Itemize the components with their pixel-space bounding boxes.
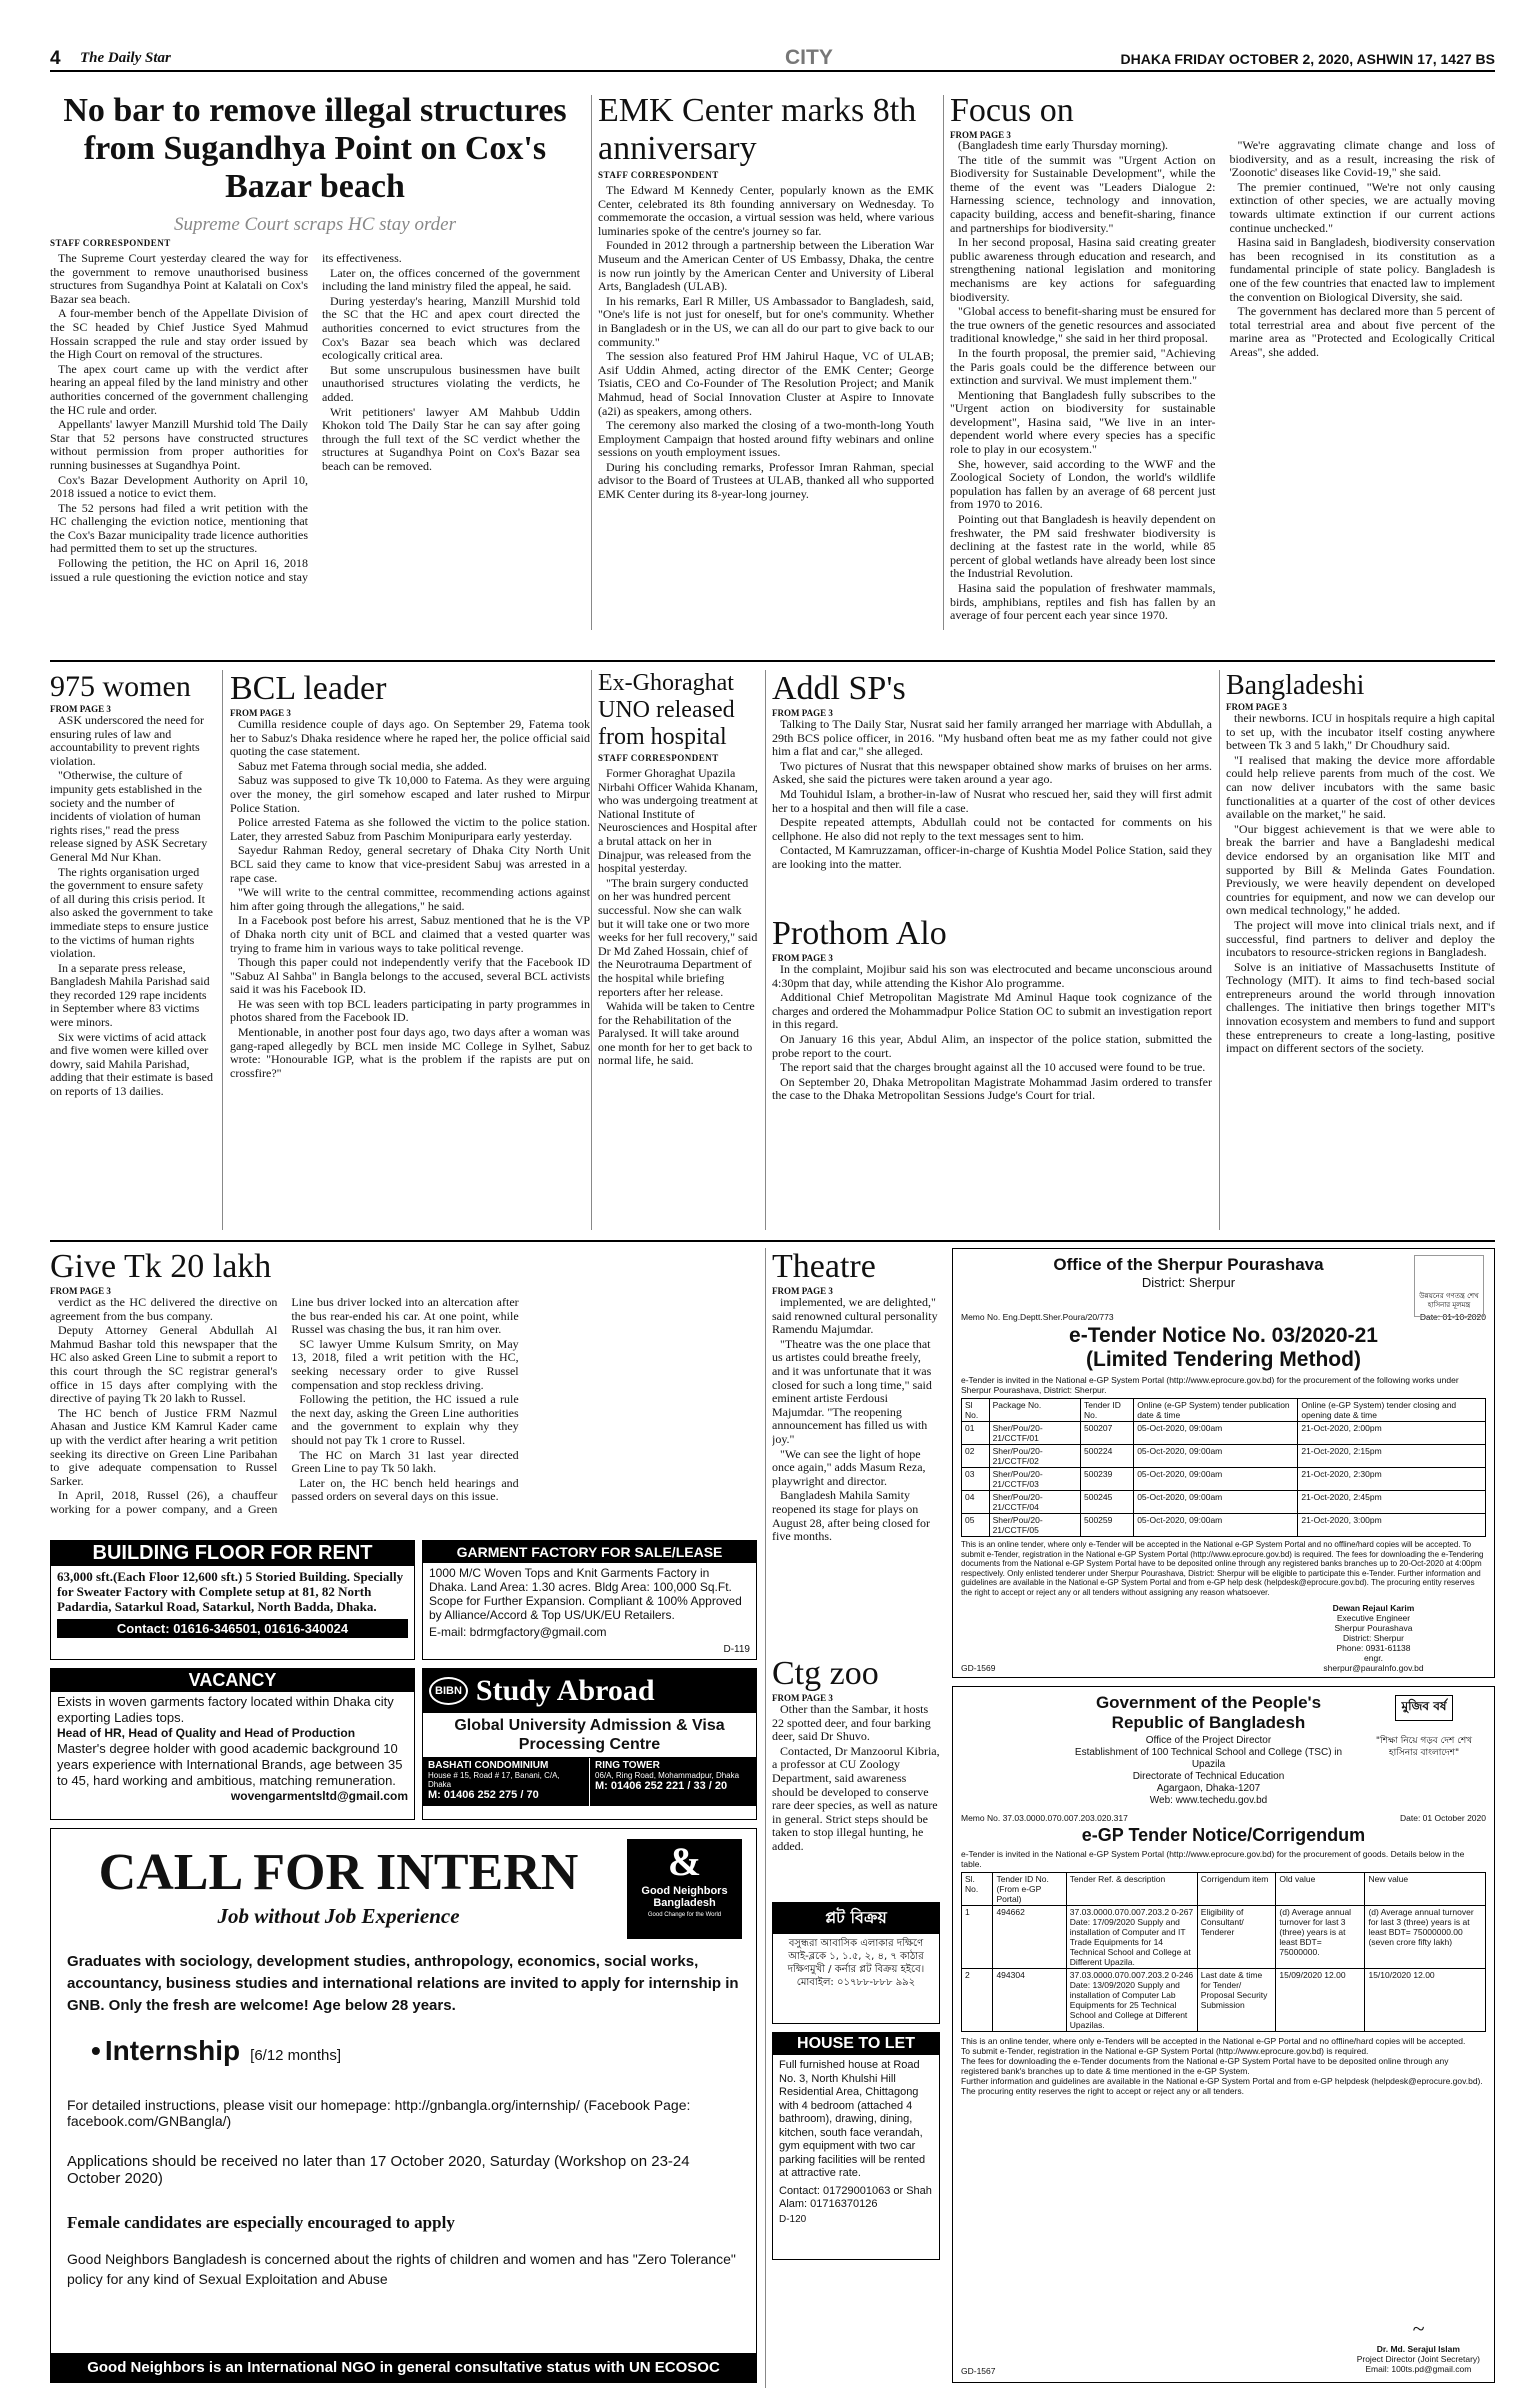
paragraph: implemented, we are delighted," said renowned cultural personality Ramendu Majumdar.	[772, 1295, 938, 1337]
paragraph: The premier continued, "We're not only causing extinction of other species, we are actually moving towards ultimate extinction if our current actions continue unchecked."	[1229, 179, 1495, 235]
tender-title: e-GP Tender Notice/Corrigendum	[1081, 1825, 1366, 1845]
ad-title: BUILDING FLOOR FOR RENT	[51, 1541, 414, 1566]
ad-body: Full furnished house at Road No. 3, North Khulshi Hill Residential Area, Chittagong with 4 bedroom (attached 4 bathroom), drawing, dining, kitchen, south face verandah, gym equipment with two car parking facilities will be rented at attractive rate.	[779, 2059, 926, 2179]
paragraph: The government has declared more than 5 percent of total terrestrial area and about five percent of the marine area as "Protected and Ecologically Critical Areas", she added.	[1229, 304, 1495, 359]
paragraph: Cox's Bazar Development Authority on April 10, 2018 issued a notice to evict them.	[50, 472, 308, 501]
ad-positions: Head of HR, Head of Quality and Head of Production	[57, 1726, 356, 1740]
ad-female: Female candidates are especially encouraged to apply	[67, 2213, 455, 2232]
ad-body: বসুন্ধরা আবাসিক এলাকার দক্ষিণে আই-ব্লকে ১, ১.৫, ২, ৪, ৭ কাঠার দক্ষিণমুখী / কর্নার প্লট বিক্রয় হইবে। মোবাইল: ০১৭৮৮-৮৮৮ ৯৯২	[787, 1938, 925, 1988]
paragraph: verdict as the HC delivered the directive on agreement from the bus company.	[50, 1295, 278, 1323]
paragraph: On January 16 this year, Abdul Alim, an inspector of the police station, submitted the probe report to the court.	[772, 1031, 1212, 1060]
ad-email: E-mail: bdrmgfactory@gmail.com	[429, 1625, 607, 1639]
from-page: FROM PAGE 3	[772, 1286, 833, 1296]
headline: Bangladeshi	[1226, 670, 1365, 701]
ad-code: GD-1567	[961, 2366, 996, 2376]
ad-title: CALL FOR INTERN	[98, 1844, 579, 1901]
headline: Focus on	[950, 92, 1074, 129]
article-body	[598, 767, 758, 1068]
table-cell: 500245	[1080, 1491, 1133, 1514]
paragraph: The ceremony also marked the closing of a two-month-long Youth Employment Campaign that hosted around fifty webinars and online sessions on youth employment issues.	[598, 418, 934, 460]
from-page: FROM PAGE 3	[772, 953, 833, 963]
ad-eligibility: Graduates with sociology, development studies, anthropology, economics, social works, accountancy, business studies and international relations are invited to apply for internship in GNB. Only the fresh are welcome! Age below 28 years.	[67, 1953, 739, 2014]
article-body	[1226, 712, 1495, 1056]
article-body	[50, 1296, 760, 1521]
ad-study-abroad	[422, 1668, 757, 1820]
table-cell: 05-Oct-2020, 09:00am	[1134, 1468, 1298, 1491]
table-row	[962, 1969, 1486, 2032]
paragraph: "Otherwise, the culture of impunity gets established in the society and the number of incidents of violation of human rights rises," read the press release signed by ASK Secretary General Md Nur Khan.	[50, 768, 208, 864]
table-cell: 21-Oct-2020, 2:15pm	[1298, 1445, 1486, 1468]
headline: Addl SP's	[772, 670, 906, 707]
ad-vacancy	[50, 1668, 415, 1820]
paragraph: During yesterday's hearing, Manzill Murshid told the SC that the HC and apex court directed the authorities concerned to evict structures from the Cox's Bazar sea beach which was declared ecologically critical area.	[322, 293, 580, 363]
table-cell: 500259	[1080, 1514, 1133, 1537]
paragraph: Sabuz met Fatema through social media, she added.	[238, 758, 487, 773]
article-prothom-alo	[772, 915, 1212, 1230]
ad-code: D-120	[779, 2213, 807, 2225]
paragraph: Additional Chief Metropolitan Magistrate Md Aminul Haque took cognizance of the charges and ordered the Mohammadpur Police Station OC to submit an investigation report in this regard.	[772, 990, 1212, 1032]
paragraph: Mentioning that Bangladesh fully subscribes to the "Urgent action on biodiversity for sustainable development", Hasina said, "We live in an inter-dependent world where every species has a specific role to play in our ecosystem."	[950, 387, 1216, 457]
paragraph: Deputy Attorney General Abdullah Al Mahmud Bashar told this newspaper that the HC also asked Green Line to submit a report to this court through the SC registrar general's office in 15 days after complying with the directive of paying Tk 20 lakh to Russel.	[50, 1323, 278, 1406]
paragraph: "We will write to the central committee, recommending actions against him after going through the allegations," he said.	[230, 885, 590, 913]
paragraph: (Bangladesh time early Thursday morning).	[958, 138, 1169, 152]
masthead	[50, 48, 1495, 72]
paragraph: "Theatre was the one place that us artistes could breathe freely, and it was unfortunate that it was closed for such a long time," said eminent artiste Ferdousi Majumdar. "The reopening announcement has filled us with joy."	[772, 1336, 932, 1446]
paragraph: SC lawyer Umme Kulsum Smrity, on May 13, 2018, filed a writ petition with the HC, seeking necessary order to give Russel compensation and stop reckless driving.	[291, 1336, 519, 1392]
paragraph: In his remarks, Earl R Miller, US Ambassador to Bangladesh, said, "One's life is not just for oneself, but for one's community. Whether in Bangladesh or in the US, we can all do our part to give back to our community."	[598, 293, 934, 349]
tender-intro: e-Tender is invited in the National e-GP System Portal (http://www.eprocure.gov.bd) for the procurement of goods. Details below in the table.	[961, 1849, 1465, 1869]
from-page: FROM PAGE 3	[50, 1286, 111, 1296]
tender-sherpur	[952, 1248, 1495, 1678]
headline: EMK Center marks 8th anniversary	[598, 92, 917, 167]
ad-internship: • Internship [6/12 months]	[91, 2035, 342, 2066]
divider	[591, 95, 592, 630]
paragraph: Wahida will be taken to Centre for the Rehabilitation of the Paralysed. It will take around one month for her to get back to normal life, he said.	[598, 999, 755, 1068]
ad-title: GARMENT FACTORY FOR SALE/LEASE	[423, 1541, 756, 1563]
paragraph: Talking to The Daily Star, Nusrat said her family arranged her marriage with Abdullah, a 29th BCS police officer, in 2016. "My husband often beat me as my father could not give him a flat and car," she alleged.	[772, 717, 1212, 759]
table-cell: Sher/Pou/20-21/CCTF/01	[989, 1422, 1080, 1445]
headline: No bar to remove illegal structures from Sugandhya Point on Cox's Bazar beach	[63, 92, 567, 205]
divider	[1219, 670, 1220, 1230]
table-row	[962, 1906, 1486, 1969]
from-page: FROM PAGE 3	[50, 704, 111, 714]
paragraph: The project will move into clinical trials next, and if successful, find partners to deliver and deploy the incubators to resource-stricken regions in Bangladesh.	[1226, 917, 1495, 960]
table-row	[962, 1422, 1486, 1445]
tender-table: Sl. No. Tender ID No. (From e-GP Portal) Tender Ref. & description Corrigendum item Old value New value 1 494662 37.03.0000.070.007.203.2 0-267 Date: 17/09/2020 Supply and installation of Computer and IT Trade Equipments for 14 Technical School and College at Different Upazila. Eligibility of Consultant/ Tenderer (d) Average annual turnover for last 3 (three) years is at least BDT= 75000000. (d) Average annual turnover for last 3 (three) years is at least BDT= 75000000.00 (seven crore fifty lakh) 2 494304 37.03.0000.070.007.203.2 0-246 Date: 13/09/2020 Supply and installation of Computer Lab Equipments for 25 Technical School and College at Different Upazilas. Last date & time for Tender/ Proposal Security Submission 15/09/2020 12.00 15/10/2020 12.00	[961, 1872, 1486, 2032]
paragraph: "We can see the light of hope once again," adds Masum Reza, playwright and director.	[772, 1446, 926, 1488]
gnb-logo: & Good Neighbors Bangladesh Good Change for the World	[627, 1839, 742, 1939]
signature-block: ~ Dr. Md. Serajul Islam Project Director (Joint Secretary) Email: 100ts.pd@gmail.com	[1356, 2316, 1480, 2374]
table-cell: Sher/Pou/20-21/CCTF/04	[989, 1491, 1080, 1514]
paragraph: In the fourth proposal, the premier said, "Achieving the Paris goals could be the difference between our extinction and survival. We must implement them."	[950, 345, 1216, 388]
table-cell: 05-Oct-2020, 09:00am	[1134, 1422, 1298, 1445]
paragraph: Though this paper could not independently verify that the Facebook ID "Sabuz Al Sahba" in Bangla belongs to the accused, several BCL activists said it was his Facebook ID.	[230, 955, 590, 997]
divider	[943, 95, 944, 630]
ad-title: HOUSE TO LET	[773, 2033, 939, 2055]
ad-code: GD-1569	[961, 1663, 996, 1673]
divider	[765, 670, 766, 1230]
ad-line: Exists in woven garments factory located within Dhaka city exporting Ladies tops.	[57, 1694, 394, 1725]
office-1: BASHATI CONDOMINIUM House # 15, Road # 17, Banani, C/A, Dhaka M: 01406 252 275 / 70	[423, 1758, 590, 1806]
paragraph: Sayedur Rahman Redoy, general secretary of Dhaka City North Unit BCL said they came to know that vice-president Sabuj was arrested in a rape case.	[230, 843, 590, 885]
paragraph: Solve is an initiative of Massachusetts Institute of Technology (MIT). It aims to find tech-based social entrepreneurs around the world through innovation challenges. The initiative then brings together MIT's innovation ecosystem and members to fund and support these entrepreneurs to create a long-lasting, positive impact on different sectors of the society.	[1226, 959, 1495, 1056]
byline: STAFF CORRESPONDENT	[598, 170, 719, 180]
table-cell: 500207	[1080, 1422, 1133, 1445]
signature-block: Dewan Rejaul Karim Executive Engineer Sherpur Pourashava District: Sherpur Phone: 0931-61138 engr. sherpur@pauralnfo.gov.bd	[1323, 1603, 1424, 1673]
table-cell: Eligibility of Consultant/ Tenderer	[1197, 1906, 1276, 1969]
byline: STAFF CORRESPONDENT	[598, 753, 719, 763]
paragraph: Other than the Sambar, it hosts 22 spotted deer, and four barking deer, said Dr Shuvo.	[772, 1702, 931, 1744]
table-cell: 01	[962, 1422, 990, 1445]
table-cell: 37.03.0000.070.007.203.2 0-246 Date: 13/09/2020 Supply and installation of Computer Lab Equipments for 25 Technical School and College at Different Upazilas.	[1066, 1969, 1197, 2032]
article-give-tk-20-lakh	[50, 1248, 760, 1530]
table-cell: Last date & time for Tender/ Proposal Security Submission	[1197, 1969, 1276, 2032]
ad-call-for-intern	[50, 1828, 757, 2383]
table-cell: 21-Oct-2020, 3:00pm	[1298, 1514, 1486, 1537]
paragraph: "Global access to benefit-sharing must be ensured for the true owners of the genetic resources and associated traditional knowledge," she said in her third proposal.	[950, 304, 1216, 346]
signature-icon: ~	[1412, 2316, 1425, 2341]
paragraph: In a separate press release, Bangladesh Mahila Parishad said they recorded 129 rape incidents in September where 83 victims were minors.	[50, 960, 210, 1030]
table-cell: 2	[962, 1969, 993, 2032]
table-row	[962, 1468, 1486, 1491]
article-body	[50, 714, 215, 1099]
table-cell: 04	[962, 1491, 990, 1514]
table-cell: 05-Oct-2020, 09:00am	[1134, 1445, 1298, 1468]
tender-gov: Government of the People's Republic of Bangladesh	[1095, 1693, 1322, 1732]
ad-body: 63,000 sft.(Each Floor 12,600 sft.) 5 Storied Building. Specially for Sweater Factory with Complete setup at 81, 82 North Padardia, Satarkul Road, Satarkul, North Badda, Dhaka.	[57, 1569, 404, 1614]
tender-intro: e-Tender is invited in the National e-GP System Portal (http://www.eprocure.gov.bd) for the procurement of the following works under Sherpur Pourashava, District: Sherpur.	[961, 1375, 1459, 1395]
page-number: 4	[50, 48, 61, 69]
tender-office: Office of the Sherpur Pourashava	[1053, 1255, 1324, 1274]
paragraph: Writ petitioners' lawyer AM Mahbub Uddin Khokon told The Daily Star he can say after going through the full text of the SC verdict whether the structures at Sugandhya Point on Cox's Bazar sea beach can be removed.	[322, 404, 580, 473]
paragraph: The 52 persons had filed a writ petition with the HC challenging the eviction notice, mentioning that the Cox's Bazar municipality trade licence authorities had permitted them to set up the structures.	[50, 500, 308, 556]
table-cell: Sher/Pou/20-21/CCTF/05	[989, 1514, 1080, 1537]
table-row	[962, 1491, 1486, 1514]
paragraph: Six were victims of acid attack and five women were killed over dowry, said Mahila Parishad, adding that their estimate is based on reports of 13 dailies.	[50, 1029, 213, 1099]
from-page: FROM PAGE 3	[950, 130, 1011, 140]
table-cell: 05-Oct-2020, 09:00am	[1134, 1514, 1298, 1537]
ad-deadline: Applications should be received no later than 17 October 2020, Saturday (Workshop on 23-24 October 2020)	[67, 2153, 690, 2187]
table-cell: 15/09/2020 12.00	[1276, 1969, 1365, 2032]
article-body	[598, 184, 934, 502]
paragraph: "Our biggest achievement is that we were able to break the barrier and have a Bangladeshi medical device endorsed by an organisation like MIT and supported by Bill & Melinda Gates Foundation. Previously, we were heavily dependent on developed countries for equipment, and now we can develop our own medical technology," he added.	[1226, 821, 1495, 918]
article-body	[50, 252, 580, 592]
table-cell: (d) Average annual turnover for last 3 (three) years is at least BDT= 75000000.	[1276, 1906, 1365, 1969]
ad-body: 1000 M/C Woven Tops and Knit Garments Factory in Dhaka. Land Area: 1.30 acres. Bldg Area: 100,000 Sq.Ft. Scope for Further Expansion. Compliant & 100% Approved by Alliance/Accord & Top US/UK/EU Retailers.	[429, 1566, 742, 1622]
paragraph: Former Ghoraghat Upazila Nirbahi Officer Wahida Khanam, who was undergoing treatment at National Institute of Neurosciences and Hospital after a brutal attack on her in Dinajpur, was released from the hospital yesterday.	[598, 766, 758, 876]
headline: Theatre	[772, 1248, 876, 1285]
from-page: FROM PAGE 3	[772, 708, 833, 718]
ad-garment-factory	[422, 1540, 757, 1660]
table-cell: Sher/Pou/20-21/CCTF/02	[989, 1445, 1080, 1468]
table-cell: 21-Oct-2020, 2:30pm	[1298, 1468, 1486, 1491]
article-theatre	[772, 1248, 940, 1648]
paragraph: A four-member bench of the Appellate Division of the SC headed by Chief Justice Syed Mahmud Hossain scrapped the rule and stay order issued by the High Court on removal of the structures.	[50, 306, 308, 362]
divider	[591, 670, 592, 1230]
table-cell: 05	[962, 1514, 990, 1537]
paragraph: In a Facebook post before his arrest, Sabuz mentioned that he is the VP of Dhaka north city unit of BCL and claimed that a vested quarter was trying to frame him in various ways to take political revenge.	[230, 913, 590, 955]
from-page: FROM PAGE 3	[1226, 702, 1287, 712]
paragraph: On September 20, Dhaka Metropolitan Magistrate Mohammad Jasim ordered to transfer the case to the Dhaka Metropolitan Sessions Judge's Court for trial.	[772, 1074, 1212, 1103]
mujib-logo: মুজিব বর্ষ "শিক্ষা নিয়ে গড়ব দেশ শেখ হাসিনার বাংলাদেশ"	[1364, 1695, 1484, 1759]
table-cell: 21-Oct-2020, 2:00pm	[1298, 1422, 1486, 1445]
paragraph: Md Touhidul Islam, a brother-in-law of Nusrat who rescued her, said they will first admit her to a hospital and then will file a case.	[772, 786, 1212, 815]
paragraph: Founded in 2012 through a partnership between the Liberation War Museum and the American Center of US Embassy, Dhaka, the centre is now run jointly by the American Center and University of Liberal Arts, Bangladesh (ULAB).	[598, 238, 934, 294]
article-body	[772, 1296, 940, 1544]
paragraph: The apex court came up with the verdict after hearing an appeal filed by the land ministry and other authorities concerned of the government challenging the HC rule and order.	[50, 361, 308, 417]
paragraph: The title of the summit was "Urgent Action on Biodiversity for Sustainable Development", while the theme of the event was "Leaders Dialogue 2: Harnessing science, technology and innovation, capacity building, access and benefit-sharing, finance and partnerships for biodiversity."	[950, 152, 1216, 235]
paragraph: Bangladesh Mahila Samity reopened its stage for plays on August 28, after being closed for five months.	[772, 1488, 930, 1544]
headline: Give Tk 20 lakh	[50, 1248, 272, 1285]
paragraph: The rights organisation urged the government to ensure safety of all during this crisis period. It also asked the government to take immediate steps to ensure justice to the victims of human rights violation.	[50, 864, 213, 961]
paragraph: The session also featured Prof HM Jahirul Haque, VC of ULAB; Asif Uddin Ahmed, acting director of the EMK Center; George Tsiatis, CEO and Co-Founder of The Resolution Project; and Manik Mahmud, head of Social Innovation Cluster at Aspire to Innovate (a2i) as speakers, among others.	[598, 349, 934, 418]
paragraph: He was seen with top BCL leaders participating in party programmes in photos shared from the Facebook ID.	[230, 996, 590, 1025]
article-body	[772, 963, 1212, 1103]
article-body	[772, 1703, 940, 1854]
ad-subtitle: Global University Admission & Visa Processing Centre	[423, 1713, 756, 1758]
tender-notes: This is an online tender, where only e-Tenders will be accepted in the National e-GP Portal and no offline/hard copies will be accepted. To submit e-Tender, registration in the National e-GP System Portal (http://www.eprocure.gov.bd) is required. The fees for downloading the e-Tender documents from the National e-GP System Portal have to be deposited online through any registered bank's branches up to date & time mentioned in the e-GP System. Further information and guidelines are available in the National e-GP System Portal and from e-GP helpdesk (helpdesk@eprocure.gov.bd). The procuring entity reserves the right to accept or reject any or all tenders.	[961, 2036, 1483, 2096]
tender-district: District: Sherpur	[1141, 1275, 1236, 1290]
headline: BCL leader	[230, 670, 387, 707]
paragraph: The HC bench of Justice FRM Nazmul Ahasan and Justice KM Kamrul Kader came up with the verdict after hearing a writ petition seeking its directive on Green Line Paribahan to give adequate compensation to Russel Sarker.	[50, 1405, 278, 1488]
table-cell: 500239	[1080, 1468, 1133, 1491]
ad-details: For detailed instructions, please visit our homepage: http://gnbangla.org/internship/ (Facebook Page: facebook.com/GNBangla/)	[67, 2097, 691, 2129]
table-cell: 1	[962, 1906, 993, 1969]
table-cell: 37.03.0000.070.007.203.2 0-267 Date: 17/09/2020 Supply and installation of Computer and IT Trade Equipments for 14 Technical School and College at Different Upazila.	[1066, 1906, 1197, 1969]
paragraph: The Supreme Court yesterday cleared the way for the government to remove unauthorised business structures from Sugandhya Point at Kalatali on Cox's Bazar sea beach.	[50, 251, 308, 306]
memo-number: Memo No. 37.03.0000.070.007.203.020.317	[961, 1813, 1128, 1823]
memo-date: Date: 01 October 2020	[1399, 1813, 1486, 1823]
ad-contact: Contact: 01729001063 or Shah Alam: 01716370126	[779, 2184, 932, 2210]
section-rule	[50, 660, 1495, 662]
paragraph: The Edward M Kennedy Center, popularly known as the EMK Center, celebrated its 8th founding anniversary on Wednesday. To commemorate the occasion, a virtual session was held, where various luminaries spoke of the centre's journey so far.	[598, 183, 934, 238]
divider	[222, 670, 223, 1230]
paragraph: Hasina said in Bangladesh, biodiversity conservation has been recognised in its constitution as a fundamental principle of state policy. Bangladesh is one of the few countries that enacted law to implement the convention on Biological Diversity, she said.	[1229, 235, 1495, 304]
memo-number: Memo No. Eng.Deptt.Sher.Poura/20/773	[961, 1312, 1114, 1322]
paragraph: Appellants' lawyer Manzill Murshid told The Daily Star that 52 persons have constructed structures without permission from proper authorities for running businesses at Sugandhya Point.	[50, 417, 308, 472]
from-page: FROM PAGE 3	[230, 708, 291, 718]
paragraph: She, however, said according to the WWF and the Zoological Society of London, the world's wildlife population has fallen by an average of 68 percent just from 1970 to 2016.	[950, 456, 1216, 512]
article-ghoraghat-uno	[598, 670, 758, 1230]
ad-footer: Good Neighbors is an International NGO in general consultative status with UN ECOSOC	[51, 2353, 756, 2382]
paragraph: Contacted, M Kamruzzaman, officer-in-charge of Kushtia Model Police Station, said they are looking into the matter.	[772, 843, 1212, 871]
paragraph: Despite repeated attempts, Abdullah could not be contacted for comments on his cellphone. He also did not reply to the text messages sent to him.	[772, 815, 1212, 843]
paragraph: In her second proposal, Hasina said creating greater public awareness through education and research, and strengthening national legislation and monitoring mechanisms are key actions for safeguarding biodiversity.	[950, 235, 1216, 304]
table-cell: 05-Oct-2020, 09:00am	[1134, 1491, 1298, 1514]
paragraph: Later on, the HC bench held hearings and passed orders on several days on this issue.	[291, 1475, 519, 1504]
paragraph: Cumilla residence couple of days ago. On September 29, Fatema took her to Sabuz's Dhaka residence where he raped her, the police official said quoting the case statement.	[230, 717, 590, 759]
paragraph: Hasina said the population of freshwater mammals, birds, amphibians, reptiles and fish has fallen by an average of four percent each year since 1970.	[950, 581, 1216, 623]
ad-title: প্লট বিক্রয়	[773, 1903, 939, 1934]
paragraph: their newborns. ICU in hospitals require a high capital to set up, with the incubator itself costing anywhere between Tk 3 and 5 lakh," Dr Choudhury said.	[1226, 711, 1495, 753]
paragraph: The report said that the charges brought against all the 10 accused were found to be true.	[780, 1060, 1206, 1075]
paragraph: Later on, the offices concerned of the government including the land ministry filed the appeal, he said.	[322, 265, 580, 294]
byline: STAFF CORRESPONDENT	[50, 238, 171, 248]
table-cell: 02	[962, 1445, 990, 1468]
tender-title: e-Tender Notice No. 03/2020-21	[1069, 1324, 1378, 1347]
ad-concern: Good Neighbors Bangladesh is concerned about the rights of children and women and has "Zero Tolerance" policy for any kind of Sexual Exploitation and Abuse	[67, 2251, 736, 2287]
headline: Ex-Ghoraghat UNO released from hospital	[598, 670, 735, 750]
headline: Ctg zoo	[772, 1655, 879, 1692]
table-row	[962, 1514, 1486, 1537]
article-addl-sp	[772, 670, 1212, 910]
dateline: DHAKA FRIDAY OCTOBER 2, 2020, ASHWIN 17, 1427 BS	[1120, 51, 1495, 67]
paragraph: "The brain surgery conducted on her was hundred percent successful. Now she can walk but it will take one or two more weeks for her full recovery," said Dr Md Zahed Hossain, chief of the Neurotrauma Department of the hospital while briefing reporters after her release.	[598, 875, 758, 999]
tender-tsc: Government of the People's Republic of Bangladesh Office of the Project Director Establishment of 100 Technical School and College (TSC) in Upazila Directorate of Technical Education Agargaon, Dhaka-1207 Web: www.techedu.gov.bd মুজিব বর্ষ "শিক্ষা নিয়ে গড়ব দেশ শেখ হাসিনার বাংলাদেশ" Memo No. 37.03.0000.070.007.203.020.317 Date: 01 October 2020 e-GP Tender Notice/Corrigendum e-Tender is invited in the National e-GP System Portal (http://www.eprocure.gov.bd) for the procurement of goods. Details below in the table. Sl. No. Tender ID No. (From e-GP Portal) Tender Ref. & description Corrigendum item Old value New value 1 494662 37.03.0000.070.007.203.2 0-267 Date: 17/09/2020 Supply and installation of Computer and IT Trade Equipments for 14 Technical School and College at Different Upazila. Eligibility of Consultant/ Tenderer (d) Average annual turnover for last 3 (three) years is at least BDT= 75000000. (d) Average annual turnover for last 3 (three) years is at least BDT= 75000000.00 (seven crore fifty lakh) 2 494304 37.03.0000.070.007.203.2 0-246 Date: 13/09/2020 Supply and installation of Computer Lab Equipments for 25 Technical School and College at Different Upazilas. Last date & time for Tender/ Proposal Security Submission 15/09/2020 12.00 15/10/2020 12.00 This is an online tender, where only e-Tenders will be accepted in the National e-GP Portal and no offline/hard copies will be accepted. To submit e-Tender, registration in the National e-GP System Portal (http://www.eprocure.gov.bd) is required. The fees for downloading the e-Tender documents from the National e-GP System Portal have to be deposited online through any registered bank's branches up to date & time mentioned in the e-GP System. Further information and guidelines are available in the National e-GP System Portal and from e-GP helpdesk (helpdesk@eprocure.gov.bd). The procuring entity reserves the right to accept or reject any or all tenders. ~ Dr. Md. Serajul Islam Project Director (Joint Secretary) Email: 100ts.pd@gmail.com GD-1567	[952, 1686, 1495, 2383]
tender-note: This is an online tender, where only e-Tender will be accepted in the National e-GP System Portal and no offline/hard copies will be accepted. To submit e-Tender, registration in the National e-GP System Portal (http://www.eprocure.gov.bd) is required. The fees for downloading the e-Tendering documents from the National e-GP System Portal have to be deposited online through any registered banks branches up to 20-Oct-2020 at 4:00pm respectively. Only enlisted tenderer under Sherpur Pourashava, District: Sherpur will be eligible to participate this e-Tender. Further information and guidelines are available in the National e-GP System Portal and from e-GP help desk (helpdesk@eprocure.gov.bd). The procuring entity reserves the right to accept or reject any or all tenders without assigning any reason whatsoever.	[961, 1540, 1484, 1597]
ampersand-icon: &	[667, 1839, 702, 1884]
table-cell: 494304	[993, 1969, 1066, 2032]
table-cell: 21-Oct-2020, 2:45pm	[1298, 1491, 1486, 1514]
article-emk	[598, 92, 934, 627]
article-body	[772, 718, 1212, 872]
paragraph: But some unscrupulous businessmen have built unauthorised structures violating the verdicts, he added.	[322, 362, 580, 404]
table-cell: 15/10/2020 12.00	[1365, 1969, 1486, 2032]
ad-offices	[423, 1758, 756, 1806]
table-cell: 03	[962, 1468, 990, 1491]
section-rule	[50, 1240, 1495, 1242]
paragraph: In April, 2018, Russel (26), a chauffeur working for a power company, and a Green Line bus driver locked into an altercation after the bus rear-ended his car. At one point, while Russel was chasing the bus, it ran him over.	[50, 1295, 519, 1516]
ad-title: VACANCY	[51, 1669, 414, 1692]
paragraph: The HC on March 31 last year directed Green Line to pay Tk 50 lakh.	[291, 1447, 519, 1476]
ad-plot-sale	[772, 1902, 940, 2024]
ad-contact: Contact: 01616-346501, 01616-340024	[57, 1619, 408, 1638]
emblem-portrait: উন্নয়নের গণতন্ত্র শেখ হাসিনার মূলমন্ত্র	[1414, 1255, 1484, 1317]
paragraph: "I realised that making the device more affordable could help relieve parents from much of the cost. We can now deliver incubators with the same basic functionalities at a quarter of the cost of other devices available on the market," he said.	[1226, 752, 1495, 822]
ad-code: D-119	[723, 1644, 750, 1655]
article-focus-on	[950, 92, 1495, 627]
subheadline: Supreme Court scraps HC stay order	[173, 214, 456, 235]
paragraph: Police arrested Fatema as she followed the victim to the police station. Later, they arrested Sabuz from Paschim Monipuripara early yesterday.	[230, 815, 590, 843]
divider	[765, 1248, 766, 2388]
paragraph: In the complaint, Mojibur said his son was electrocuted and became unconscious around 4:30pm that day, while attending the Kishor Alo programme.	[772, 962, 1212, 990]
ad-building-floor	[50, 1540, 415, 1660]
article-bcl-leader	[230, 670, 590, 1230]
article-sugandhya	[50, 92, 580, 627]
article-body	[950, 139, 1495, 627]
table-row	[962, 1445, 1486, 1468]
tender-method: (Limited Tendering Method)	[1086, 1348, 1361, 1371]
masthead-logo: The Daily Star	[80, 50, 171, 66]
paragraph: Following the petition, the HC on April 16, 2018 issued a rule questioning the eviction notice and stay its effectiveness.	[50, 251, 402, 584]
table-cell: Sher/Pou/20-21/CCTF/03	[989, 1468, 1080, 1491]
table-cell: 494662	[993, 1906, 1066, 1969]
headline: Prothom Alo	[772, 915, 947, 952]
paragraph: Mentionable, in another post four days ago, two days after a woman was gang-raped allegedly by BCL men inside MC College in Sylhet, Sabuz wrote: "Honourable IGP, what is the problem if the rapists are put on crossfire?"	[230, 1025, 590, 1080]
paragraph: During his concluding remarks, Professor Imran Rahman, special advisor to the Board of Trustees at ULAB, thanked all who supported EMK Center during its 8-year-long journey.	[598, 459, 934, 502]
headline: 975 women	[50, 670, 191, 703]
table-cell: (d) Average annual turnover for last 3 (three) years is at least BDT= 75000000.00 (seven crore fifty lakh)	[1365, 1906, 1486, 1969]
from-page: FROM PAGE 3	[772, 1693, 833, 1703]
paragraph: Two pictures of Nusrat that this newspaper obtained show marks of bruises on her arms. Asked, she said the pictures were taken around a year ago.	[772, 758, 1212, 787]
paragraph: "We're aggravating climate change and loss of biodiversity, and as a result, increasing the risk of 'Zoonotic' diseases like Covid-19," she said.	[1229, 138, 1495, 180]
ad-banner	[423, 1669, 756, 1713]
ad-logo: BIBN	[429, 1677, 468, 1705]
paragraph: Sabuz was supposed to give Tk 10,000 to Fatema. As they were arguing over the money, the girl somehow escaped and later rushed to Mirpur Police Station.	[230, 773, 590, 815]
office-2: RING TOWER 06/A, Ring Road, Mohammadpur, Dhaka M: 01406 252 221 / 33 / 20	[595, 1760, 740, 1792]
ad-email: wovengarmentsltd@gmail.com	[230, 1789, 408, 1803]
ad-house-to-let	[772, 2032, 940, 2260]
ad-line: Master's degree holder with good academic background 10 years experience with International Brands, age between 35 to 45, hard working and ambitious, matching remuneration.	[57, 1741, 403, 1788]
paragraph: Contacted, Dr Manzoorul Kibria, a professor at CU Zoology Department, said awareness should be developed to conserve rare deer species, as well as nature in general. Strict steps should be taken to stop illegal hunting, he added.	[772, 1743, 940, 1853]
tender-table: Sl No. Package No. Tender ID No. Online (e-GP System) tender publication date & time Online (e-GP System) tender closing and opening date & time 01 Sher/Pou/20-21/CCTF/01 500207 05-Oct-2020, 09:00am 21-Oct-2020, 2:00pm 02 Sher/Pou/20-21/CCTF/02 500224 05-Oct-2020, 09:00am 21-Oct-2020, 2:15pm 03 Sher/Pou/20-21/CCTF/03 500239 05-Oct-2020, 09:00am 21-Oct-2020, 2:30pm 04 Sher/Pou/20-21/CCTF/04 500245 05-Oct-2020, 09:00am 21-Oct-2020, 2:45pm 05 Sher/Pou/20-21/CCTF/05 500259 05-Oct-2020, 09:00am 21-Oct-2020, 3:00pm	[961, 1398, 1486, 1537]
paragraph: Following the petition, the HC issued a rule the next day, asking the Green Line authorities and the government to explain why they should not pay Tk 1 crore to Russel.	[291, 1392, 519, 1447]
memo-date: Date: 01-10-2020	[1419, 1312, 1486, 1322]
paragraph: ASK underscored the need for ensuring rules of law and accountability to prevent rights violation.	[50, 713, 204, 768]
article-bangladeshi	[1226, 670, 1495, 1230]
ad-title: Study Abroad	[475, 1674, 655, 1707]
article-ctg-zoo	[772, 1655, 940, 1895]
article-975-women	[50, 670, 215, 1230]
table-cell: 500224	[1080, 1445, 1133, 1468]
ad-subtitle: Job without Job Experience	[217, 1904, 460, 1928]
paragraph: Pointing out that Bangladesh is heavily dependent on freshwater, the PM said freshwater biodiversity is declining at the fastest rate in the world, while 85 percent of global wetlands have already been lost since the Industrial Revolution.	[950, 512, 1216, 581]
article-body	[230, 718, 590, 1080]
section-label: CITY	[785, 48, 833, 69]
